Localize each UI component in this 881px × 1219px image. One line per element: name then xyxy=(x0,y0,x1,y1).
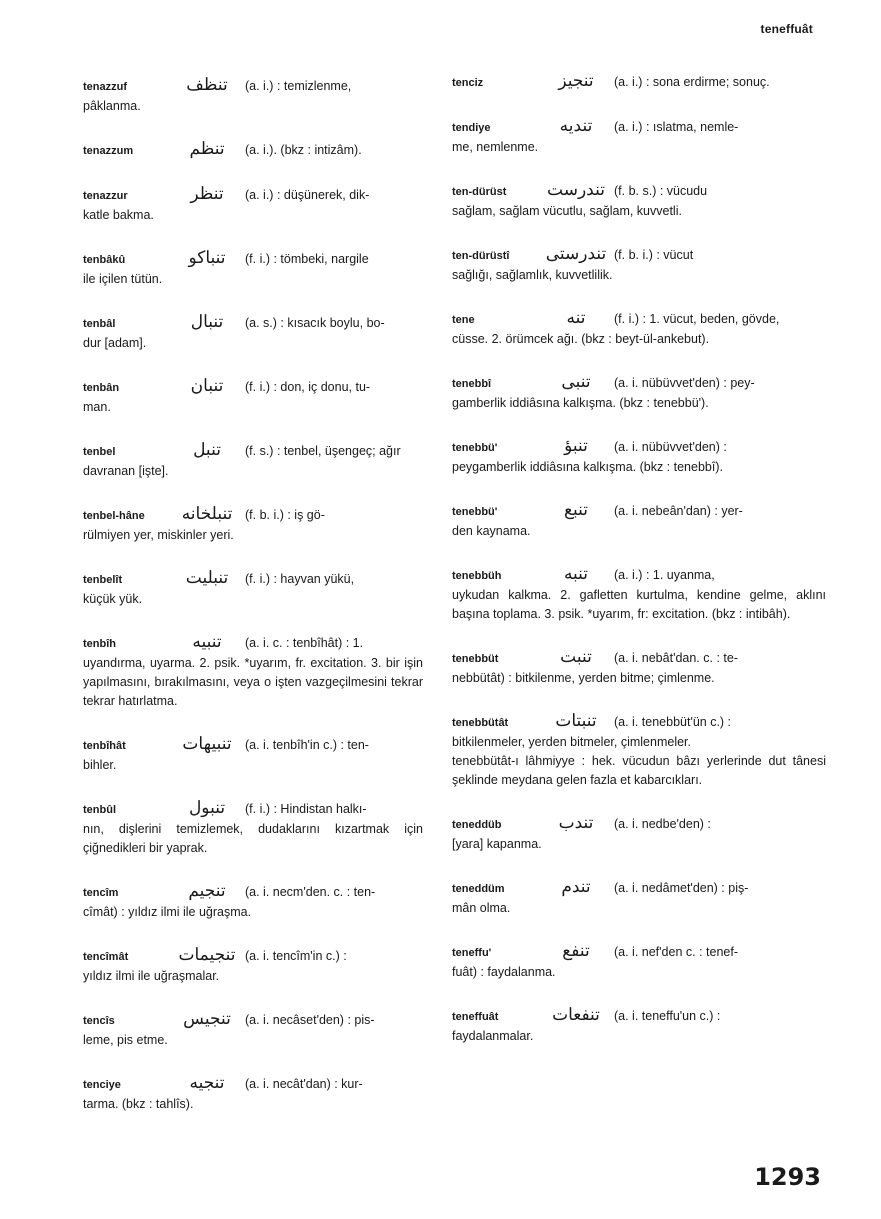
arabic-script: تنبؤ xyxy=(564,436,588,456)
entry-first-line xyxy=(452,814,826,835)
entry-first-line xyxy=(83,633,423,654)
arabic-script: تنبول xyxy=(188,798,226,818)
headword: tenebbütât xyxy=(452,717,509,729)
arabic-script: تنجيم xyxy=(188,881,226,901)
definition-start: (a. i. c. : tenbîhât) : 1. xyxy=(245,636,364,650)
definition-continuation: uykudan kalkma. 2. gafletten kurtulma, kendine gelme, aklını başına toplama. 3. psik. *uyarım, fr: excitation. (bkz : intibâh). xyxy=(452,588,826,621)
entry-first-line xyxy=(83,946,423,967)
arabic-script: تنبيه xyxy=(192,632,222,652)
dictionary-entry xyxy=(452,712,826,790)
entry-first-line xyxy=(452,72,826,93)
dictionary-entry xyxy=(83,735,423,775)
entry-first-line xyxy=(452,712,826,733)
dictionary-entry xyxy=(452,117,826,157)
headword: tenbelît xyxy=(83,574,123,586)
definition-continuation: peygamberlik iddiâsına kalkışma. (bkz : tenebbî). xyxy=(452,460,723,474)
arabic-script: تنجيس xyxy=(183,1009,231,1029)
definition-start: (a. i.) : ıslatma, nemle- xyxy=(614,120,739,134)
definition-start: (a. i. nebeân'dan) : yer- xyxy=(614,504,743,518)
definition-start: (a. i.) : düşünerek, dik- xyxy=(245,188,370,202)
dictionary-entry xyxy=(83,76,423,116)
definition-start: (a. i. nebât'dan. c. : te- xyxy=(614,651,738,665)
dictionary-entry xyxy=(452,309,826,349)
definition-start: (f. i.) : 1. vücut, beden, gövde, xyxy=(614,312,780,326)
arabic-script: تنبه xyxy=(563,564,589,584)
definition-start: (a. i.) : temizlenme, xyxy=(245,79,352,93)
entry-first-line xyxy=(83,185,423,206)
definition-continuation: faydalanmalar. xyxy=(452,1029,534,1043)
entry-first-line xyxy=(83,249,423,270)
arabic-script: تنبى xyxy=(561,372,591,392)
dictionary-entry xyxy=(83,249,423,289)
dictionary-entry xyxy=(452,501,826,541)
arabic-script: تنظف xyxy=(186,75,228,95)
arabic-script: تنجيه xyxy=(189,1073,225,1093)
dictionary-entry xyxy=(83,633,423,711)
definition-start: (a. i. nef'den c. : tenef- xyxy=(614,945,738,959)
definition-continuation: küçük yük. xyxy=(83,592,143,606)
entry-first-line xyxy=(452,501,826,522)
headword: teneddüm xyxy=(452,883,505,895)
definition-start: (f. b. i.) : iş gö- xyxy=(245,508,325,522)
dictionary-entry xyxy=(452,245,826,285)
arabic-script: تنجيز xyxy=(558,71,594,91)
entry-first-line xyxy=(83,140,423,161)
definition-start: (a. i. nübüvvet'den) : xyxy=(614,440,727,454)
dictionary-entry xyxy=(83,946,423,986)
headword: ten-dürüstî xyxy=(452,250,510,262)
definition-start: (a. i.). (bkz : intizâm). xyxy=(245,143,362,157)
dictionary-entry xyxy=(452,565,826,624)
dictionary-entry xyxy=(452,181,826,221)
arabic-script: تنبان xyxy=(190,376,224,396)
definition-continuation: katle bakma. xyxy=(83,208,154,222)
headword: tenbel xyxy=(83,446,116,458)
definition-continuation: cüsse. 2. örümcek ağı. (bkz : beyt-ül-ankebut). xyxy=(452,332,710,346)
entry-first-line xyxy=(452,245,826,266)
arabic-script: تنظر xyxy=(190,184,224,204)
headword: teneffu' xyxy=(452,947,492,959)
headword: tenbîh xyxy=(83,638,116,650)
dictionary-entry xyxy=(452,1006,826,1046)
headword: tenciz xyxy=(452,77,484,89)
headword: tenebbî xyxy=(452,378,492,390)
entry-first-line xyxy=(452,878,826,899)
definition-continuation: den kaynama. xyxy=(452,524,531,538)
entry-first-line xyxy=(83,882,423,903)
definition-continuation: me, nemlenme. xyxy=(452,140,539,154)
headword: tenbel-hâne xyxy=(83,510,145,522)
entry-first-line xyxy=(83,377,423,398)
dictionary-entry xyxy=(83,1010,423,1050)
dictionary-entry xyxy=(452,814,826,854)
definition-start: (a. i.) : sona erdirme; sonuç. xyxy=(614,75,770,89)
definition-start: (a. i.) : 1. uyanma, xyxy=(614,568,715,582)
entry-first-line xyxy=(452,373,826,394)
arabic-script: تنبيهات xyxy=(182,734,232,754)
dictionary-entry xyxy=(83,1074,423,1114)
arabic-script: تنبت xyxy=(560,647,592,667)
definition-continuation: yıldız ilmi ile uğraşmalar. xyxy=(83,969,220,983)
definition-continuation: fuât) : faydalanma. xyxy=(452,965,556,979)
definition-start: (a. i. teneffu'un c.) : xyxy=(614,1009,721,1023)
definition-start: (f. b. s.) : vücudu xyxy=(614,184,708,198)
dictionary-entry xyxy=(452,648,826,688)
definition-start: (a. i. necâset'den) : pis- xyxy=(245,1013,375,1027)
definition-continuation: rülmiyen yer, miskinler yeri. xyxy=(83,528,234,542)
arabic-script: تنه xyxy=(566,308,586,328)
arabic-script: تندم xyxy=(561,877,591,897)
headword: tene xyxy=(452,314,475,326)
definition-start: (a. i. necm'den. c. : ten- xyxy=(245,885,376,899)
entry-first-line xyxy=(83,505,423,526)
definition-start: (a. i. nedbe'den) : xyxy=(614,817,711,831)
headword: tencîm xyxy=(83,887,119,899)
definition-start: (f. i.) : don, iç donu, tu- xyxy=(245,380,371,394)
entry-first-line xyxy=(83,569,423,590)
arabic-script: تنجيمات xyxy=(178,945,236,965)
definition-start: (f. i.) : tömbeki, nargile xyxy=(245,252,369,266)
definition-continuation: leme, pis etme. xyxy=(83,1033,168,1047)
arabic-script: تنبليت xyxy=(185,568,229,588)
headword: tenbûl xyxy=(83,804,116,816)
running-header: teneffuât xyxy=(760,22,813,36)
entry-first-line xyxy=(83,313,423,334)
definition-continuation: [yara] kapanma. xyxy=(452,837,542,851)
entry-first-line xyxy=(452,309,826,330)
dictionary-entry xyxy=(83,882,423,922)
arabic-script: تنفع xyxy=(562,941,590,961)
definition-continuation: mân olma. xyxy=(452,901,511,915)
headword: tenbân xyxy=(83,382,120,394)
arabic-script: تنفعات xyxy=(552,1005,600,1025)
dictionary-entry xyxy=(83,140,423,161)
headword: tenciye xyxy=(83,1079,121,1091)
definition-continuation: pâklanma. xyxy=(83,99,141,113)
right-column xyxy=(452,72,826,1070)
entry-first-line xyxy=(452,648,826,669)
definition-start: (a. i. tencîm'in c.) : xyxy=(245,949,347,963)
arabic-script: تندب xyxy=(558,813,594,833)
headword: ten-dürüst xyxy=(452,186,507,198)
dictionary-entry xyxy=(83,185,423,225)
definition-start: (f. s.) : tenbel, üşengeç; ağır xyxy=(245,444,401,458)
headword: tenbâkû xyxy=(83,254,126,266)
headword: tenazzuf xyxy=(83,81,127,93)
definition-continuation: bitkilenmeler, yerden bitmeler, çimlenmeler. tenebbütât-ı lâhmiyye : hek. vücudun bâzı yerlerinde dut tânesi şeklinde meydana gelen fazla et kabarcıkları. xyxy=(452,735,826,787)
headword: tenebbüh xyxy=(452,570,502,582)
entry-first-line xyxy=(452,1006,826,1027)
arabic-script: تندرست xyxy=(547,180,605,200)
dictionary-entry xyxy=(83,799,423,858)
left-column xyxy=(83,72,423,1138)
definition-continuation: cîmât) : yıldız ilmi ile uğraşma. xyxy=(83,905,252,919)
arabic-script: تنبال xyxy=(190,312,224,332)
arabic-script: تنديه xyxy=(559,116,593,136)
headword: teneddüb xyxy=(452,819,502,831)
arabic-script: تنبتات xyxy=(555,711,597,731)
entry-first-line xyxy=(452,565,826,586)
arabic-script: تنباكو xyxy=(188,248,226,268)
definition-continuation: uyandırma, uyarma. 2. psik. *uyarım, fr. excitation. 3. bir işin yapılmasını, bırakılmasını, veya o işten vazgeçilmesini tekrar tekrar hatırlatma. xyxy=(83,656,423,708)
definition-start: (a. i. necât'dan) : kur- xyxy=(245,1077,363,1091)
headword: tenebbü' xyxy=(452,506,498,518)
headword: teneffuât xyxy=(452,1011,499,1023)
definition-continuation: man. xyxy=(83,400,111,414)
headword: tendiye xyxy=(452,122,491,134)
dictionary-entry xyxy=(452,878,826,918)
definition-start: (f. b. i.) : vücut xyxy=(614,248,694,262)
headword: tenebbü' xyxy=(452,442,498,454)
dictionary-entry xyxy=(83,505,423,545)
entry-first-line xyxy=(83,76,423,97)
entry-first-line xyxy=(452,181,826,202)
dictionary-entry xyxy=(452,437,826,477)
arabic-script: تنبع xyxy=(563,500,589,520)
entry-first-line xyxy=(83,1074,423,1095)
definition-start: (a. i. tenebbüt'ün c.) : xyxy=(614,715,732,729)
entry-first-line xyxy=(83,1010,423,1031)
definition-start: (a. s.) : kısacık boylu, bo- xyxy=(245,316,385,330)
definition-start: (a. i. nübüvvet'den) : pey- xyxy=(614,376,755,390)
definition-start: (f. i.) : Hindistan halkı- xyxy=(245,802,367,816)
entry-first-line xyxy=(452,942,826,963)
dictionary-entry xyxy=(83,569,423,609)
headword: tenazzur xyxy=(83,190,128,202)
headword: tencîs xyxy=(83,1015,115,1027)
entry-first-line xyxy=(83,799,423,820)
headword: tencîmât xyxy=(83,951,129,963)
dictionary-entry xyxy=(83,313,423,353)
headword: tenebbüt xyxy=(452,653,499,665)
definition-start: (a. i. tenbîh'in c.) : ten- xyxy=(245,738,369,752)
dictionary-entry xyxy=(452,72,826,93)
dictionary-entry xyxy=(83,441,423,481)
definition-start: (f. i.) : hayvan yükü, xyxy=(245,572,355,586)
definition-continuation: sağlam, sağlam vücutlu, sağlam, kuvvetli. xyxy=(452,204,682,218)
arabic-script: تنبلخانه xyxy=(181,504,233,524)
page-number: 1293 xyxy=(754,1163,821,1191)
dictionary-entry xyxy=(452,942,826,982)
definition-continuation: gamberlik iddiâsına kalkışma. (bkz : tenebbü'). xyxy=(452,396,709,410)
definition-continuation: nebbütât) : bitkilenme, yerden bitme; çimlenme. xyxy=(452,671,715,685)
dictionary-entry xyxy=(452,373,826,413)
arabic-script: تنبل xyxy=(193,440,221,460)
definition-start: (a. i. nedâmet'den) : piş- xyxy=(614,881,749,895)
entry-first-line xyxy=(83,735,423,756)
arabic-script: تندرستى xyxy=(545,244,607,264)
entry-first-line xyxy=(452,117,826,138)
headword: tenazzum xyxy=(83,145,134,157)
definition-continuation: ile içilen tütün. xyxy=(83,272,163,286)
headword: tenbâl xyxy=(83,318,116,330)
entry-first-line xyxy=(452,437,826,458)
definition-continuation: sağlığı, sağlamlık, kuvvetlilik. xyxy=(452,268,613,282)
definition-continuation: nın, dişlerini temizlemek, dudaklarını kızartmak için çiğnedikleri bir yaprak. xyxy=(83,822,423,855)
dictionary-entry xyxy=(83,377,423,417)
headword: tenbîhât xyxy=(83,740,126,752)
entry-first-line xyxy=(83,441,423,462)
definition-continuation: bihler. xyxy=(83,758,117,772)
arabic-script: تنظم xyxy=(189,139,225,159)
definition-continuation: tarma. (bkz : tahlîs). xyxy=(83,1097,194,1111)
definition-continuation: dur [adam]. xyxy=(83,336,147,350)
definition-continuation: davranan [işte]. xyxy=(83,464,169,478)
